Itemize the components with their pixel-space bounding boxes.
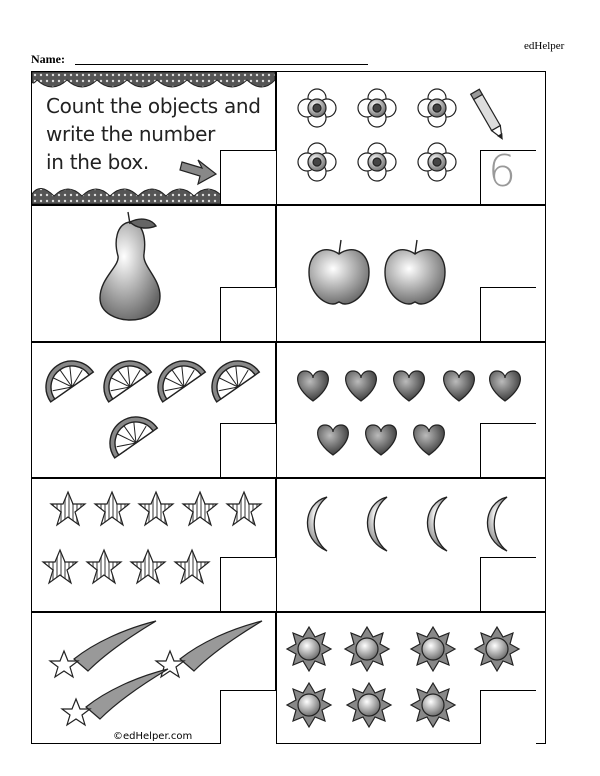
orange-slice-icon (94, 351, 152, 402)
heart-icon (298, 371, 329, 401)
pencil-icon (471, 89, 507, 141)
orange-slice-icon (100, 407, 158, 458)
shooting-star-icon (156, 621, 262, 677)
sun-icon (345, 627, 389, 671)
moon-icon (487, 497, 507, 551)
star-icon (43, 550, 77, 583)
answer-box[interactable] (480, 690, 536, 744)
flower-icon (358, 89, 396, 127)
sun-icon (287, 683, 331, 727)
heart-icon (414, 425, 445, 455)
star-icon (139, 492, 173, 525)
heart-icon (394, 371, 425, 401)
answer-box[interactable] (220, 150, 276, 204)
moon-icon (307, 497, 327, 551)
answer-box[interactable] (480, 557, 536, 611)
answer-box[interactable] (480, 287, 536, 341)
shooting-star-icon (50, 621, 156, 677)
shooting-star-icon (62, 669, 168, 725)
heart-icon (346, 371, 377, 401)
sun-icon (411, 683, 455, 727)
orange-slice-icon (202, 351, 260, 402)
star-icon (87, 550, 121, 583)
heart-icon (366, 425, 397, 455)
answer-box[interactable] (480, 423, 536, 477)
brand-label: edHelper (524, 40, 565, 52)
apple-icon (385, 240, 445, 304)
star-icon (227, 492, 261, 525)
sun-icon (475, 627, 519, 671)
heart-icon (490, 371, 521, 401)
star-icon (95, 492, 129, 525)
answer-box[interactable] (220, 287, 276, 341)
sun-icon (287, 627, 331, 671)
moon-icon (427, 497, 447, 551)
name-input-line[interactable] (75, 64, 368, 65)
flower-icon (418, 89, 456, 127)
name-label: Name: (31, 52, 65, 66)
answer-box[interactable] (220, 557, 276, 611)
apple-icon (309, 240, 369, 304)
star-icon (51, 492, 85, 525)
star-icon (183, 492, 217, 525)
example-answer-digit: 6 (488, 146, 516, 197)
star-icon (175, 550, 209, 583)
flower-icon (298, 143, 336, 181)
answer-box[interactable] (220, 690, 276, 744)
pear-icon (100, 212, 160, 320)
heart-icon (318, 425, 349, 455)
sun-icon (411, 627, 455, 671)
flower-icon (358, 143, 396, 181)
heart-icon (444, 371, 475, 401)
instruction-line-2: write the number (46, 122, 216, 146)
moon-icon (367, 497, 387, 551)
answer-box[interactable] (220, 423, 276, 477)
instruction-line-1: Count the objects and (46, 94, 261, 118)
sun-icon (347, 683, 391, 727)
flower-icon (418, 143, 456, 181)
orange-slice-icon (36, 351, 94, 402)
flower-icon (298, 89, 336, 127)
orange-slice-icon (148, 351, 206, 402)
copyright-text: ©edHelper.com (113, 731, 193, 742)
instruction-line-3: in the box. (46, 150, 149, 174)
star-icon (131, 550, 165, 583)
